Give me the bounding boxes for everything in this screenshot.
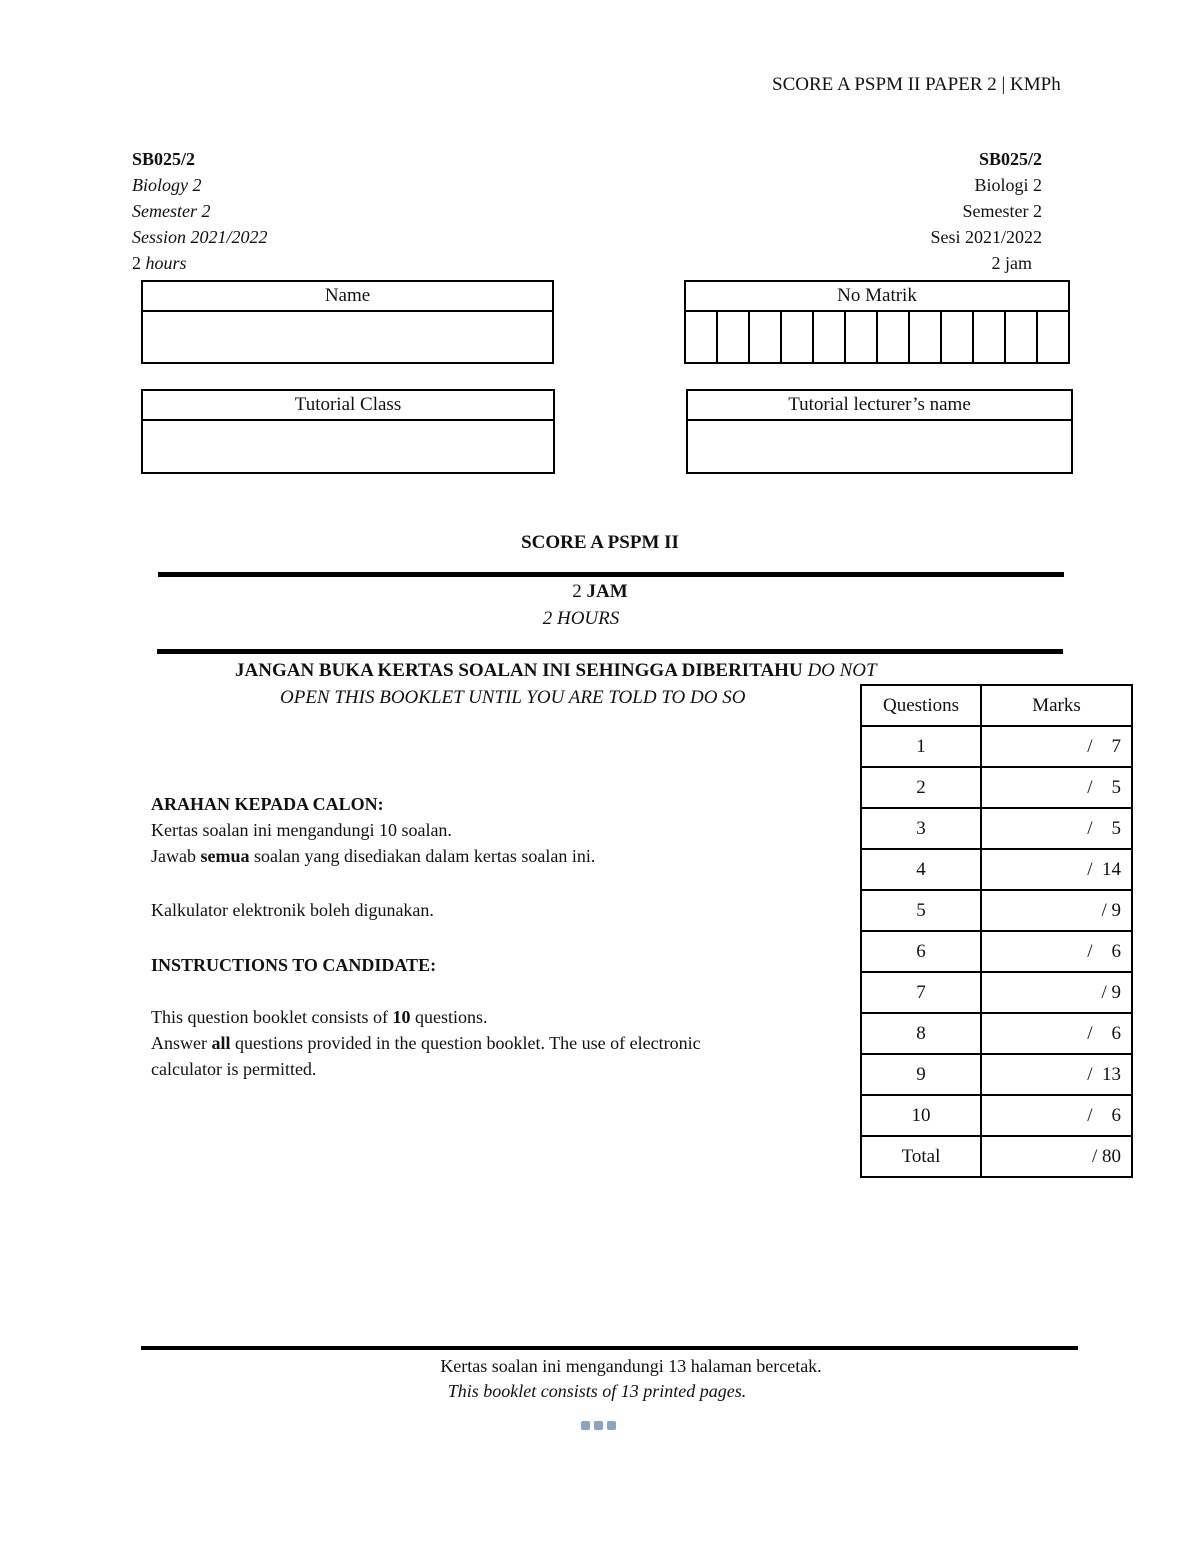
instructions-malay-line-1: Kertas soalan ini mengandungi 10 soalan. (151, 820, 452, 840)
matrik-label: No Matrik (686, 282, 1068, 312)
lecturer-label: Tutorial lecturer’s name (688, 391, 1071, 421)
matrik-cell[interactable] (782, 312, 814, 364)
matrik-cell[interactable] (750, 312, 782, 364)
warning-line-2: OPEN THIS BOOKLET UNTIL YOU ARE TOLD TO DO SO (280, 687, 746, 708)
marks-header: Marks (981, 685, 1132, 726)
instructions-malay-line-3: Kalkulator elektronik boleh digunakan. (151, 900, 434, 920)
marks-table-row (861, 849, 1132, 890)
matrik-cell[interactable] (718, 312, 750, 364)
instructions-english-line-3: calculator is permitted. (151, 1059, 317, 1079)
question-marks: / 5 (981, 767, 1132, 808)
instructions-malay-heading: ARAHAN KEPADA CALON: (151, 794, 384, 814)
matrik-cell[interactable] (686, 312, 718, 364)
name-box (141, 280, 554, 364)
question-marks: / 6 (981, 1095, 1132, 1136)
marks-table-row (861, 1013, 1132, 1054)
marks-table-row (861, 1054, 1132, 1095)
question-number: 1 (861, 726, 981, 767)
semester-english: Semester 2 (132, 201, 211, 221)
footer-divider (141, 1346, 1078, 1350)
duration-malay: 2 jam (991, 253, 1032, 273)
marks-table-row (861, 808, 1132, 849)
subject-english: Biology 2 (132, 175, 202, 195)
matrik-box (684, 280, 1070, 364)
marks-table-row (861, 890, 1132, 931)
question-marks: / 14 (981, 849, 1132, 890)
marks-table-row (861, 726, 1132, 767)
instructions-english-line-1: This question booklet consists of 10 questions. (151, 1007, 488, 1027)
marks-table (860, 684, 1133, 1178)
subject-malay: Biologi 2 (974, 175, 1042, 195)
tutorial-class-entry-area[interactable] (143, 421, 553, 474)
instructions-malay-line-2: Jawab semua soalan yang disediakan dalam kertas soalan ini. (151, 846, 596, 866)
matrik-cell[interactable] (942, 312, 974, 364)
question-number: 9 (861, 1054, 981, 1095)
question-number: 3 (861, 808, 981, 849)
matrik-cell[interactable] (878, 312, 910, 364)
warning-line-1: JANGAN BUKA KERTAS SOALAN INI SEHINGGA DIBERITAHU DO NOT (235, 660, 877, 681)
question-marks: / 13 (981, 1054, 1132, 1095)
question-marks: / 9 (981, 890, 1132, 931)
question-number: 4 (861, 849, 981, 890)
tutorial-class-label: Tutorial Class (143, 391, 553, 421)
divider-top (158, 572, 1064, 577)
question-number: 10 (861, 1095, 981, 1136)
question-number: 6 (861, 931, 981, 972)
question-number: 5 (861, 890, 981, 931)
instructions-english-line-2: Answer all questions provided in the question booklet. The use of electronic (151, 1033, 701, 1053)
instructions-english-heading: INSTRUCTIONS TO CANDIDATE: (151, 955, 437, 975)
footer-pages-malay: Kertas soalan ini mengandungi 13 halaman bercetak. (440, 1356, 822, 1376)
questions-header: Questions (861, 685, 981, 726)
question-number: 2 (861, 767, 981, 808)
marks-table-row (861, 931, 1132, 972)
paper-title: SCORE A PSPM II (521, 532, 679, 553)
name-label: Name (143, 282, 552, 312)
question-number: 8 (861, 1013, 981, 1054)
marks-table-row (861, 972, 1132, 1013)
right-info-block (850, 146, 1042, 276)
matrik-cell[interactable] (814, 312, 846, 364)
marks-table-row (861, 1136, 1132, 1177)
matrik-cell[interactable] (910, 312, 942, 364)
name-entry-area[interactable] (143, 312, 552, 364)
session-malay: Sesi 2021/2022 (930, 227, 1042, 247)
question-marks: / 7 (981, 726, 1132, 767)
marks-table-row (861, 1095, 1132, 1136)
matrik-cell[interactable] (1038, 312, 1068, 364)
course-code: SB025/2 (132, 149, 196, 169)
question-marks: / 6 (981, 931, 1132, 972)
duration-jam: 2 JAM (572, 581, 628, 602)
duration-english: 2 hours (132, 253, 187, 273)
question-number: 7 (861, 972, 981, 1013)
left-info-block (132, 146, 268, 276)
question-number: Total (861, 1136, 981, 1177)
duration-hours: 2 HOURS (542, 608, 620, 629)
divider-bottom (157, 649, 1063, 654)
footer-pages-english: This booklet consists of 13 printed pages. (447, 1381, 747, 1401)
question-marks: / 6 (981, 1013, 1132, 1054)
question-marks: / 80 (981, 1136, 1132, 1177)
course-code-malay: SB025/2 (978, 149, 1042, 169)
question-marks: / 9 (981, 972, 1132, 1013)
instructions-block (151, 791, 841, 1082)
marks-table-header (861, 685, 1132, 726)
tutorial-class-box (141, 389, 555, 474)
more-pages-icon (581, 1421, 616, 1430)
running-header: SCORE A PSPM II PAPER 2 | KMPh (772, 74, 1061, 95)
matrik-cell[interactable] (846, 312, 878, 364)
session-english: Session 2021/2022 (132, 227, 268, 247)
lecturer-entry-area[interactable] (688, 421, 1071, 474)
matrik-cells (686, 312, 1068, 364)
matrik-cell[interactable] (974, 312, 1006, 364)
matrik-cell[interactable] (1006, 312, 1038, 364)
lecturer-box (686, 389, 1073, 474)
question-marks: / 5 (981, 808, 1132, 849)
marks-table-row (861, 767, 1132, 808)
semester-malay: Semester 2 (962, 201, 1042, 221)
